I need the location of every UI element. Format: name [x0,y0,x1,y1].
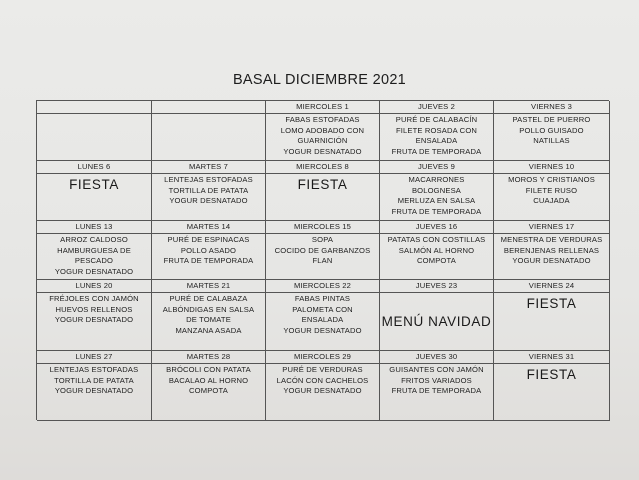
dish-line: NATILLAS [533,136,570,146]
dish-line: PESCADO [74,256,114,266]
menu-cell [266,364,380,421]
dish-line: YOGUR DESNATADO [512,256,591,266]
menu-cell [37,364,152,421]
menu-cell-holiday [494,364,610,421]
holiday-label: FIESTA [526,367,577,382]
menu-cell [266,234,380,280]
day-header: JUEVES 9 [380,161,494,174]
dish-line: CUAJADA [533,196,570,206]
dish-line: BERENJENAS RELLENAS [503,245,600,255]
menu-cell [266,293,380,351]
menu-cell [494,174,610,221]
dish-line: ALBÓNDIGAS EN SALSA [162,304,255,314]
dish-line: YOGUR DESNATADO [54,266,134,276]
dish-line: YOGUR DESNATADO [54,386,134,396]
dish-line: TORTILLA DE PATATA [168,185,249,195]
dish-line: PURÉ DE VERDURAS [282,365,363,374]
menu-cell [494,114,610,161]
dish-line: PALOMETA CON [292,304,353,314]
day-header: MARTES 21 [152,280,266,293]
dish-line: POLLO ASADO [180,245,237,255]
menu-cell [152,234,266,280]
dish-line: GUISANTES CON JAMÓN [389,365,484,374]
day-header: JUEVES 30 [380,351,494,364]
day-header: LUNES 13 [37,221,152,234]
dish-line: FRUTA DE TEMPORADA [163,256,254,266]
dish-line: HAMBURGUESA DE [57,245,131,255]
dish-line: PATATAS CON COSTILLAS [387,235,486,244]
dish-line: YOGUR DESNATADO [283,325,362,335]
menu-table [36,100,609,420]
dish-line: COMPOTA [189,386,228,396]
day-header: MIERCOLES 22 [266,280,380,293]
dish-line: FRÉJOLES CON JAMÓN [49,294,139,303]
dish-line: COMPOTA [417,256,456,266]
dish-line: YOGUR DESNATADO [283,386,362,396]
day-header: MIERCOLES 1 [266,101,380,114]
holiday-label: FIESTA [297,177,348,192]
menu-cell-special [380,293,494,351]
dish-line: MANZANA ASADA [175,325,242,335]
dish-line: YOGUR DESNATADO [169,196,248,206]
dish-line: FILETE RUSO [525,185,578,195]
menu-cell-holiday [37,174,152,221]
day-header: MIERCOLES 8 [266,161,380,174]
dish-line: MENESTRA DE VERDURAS [500,235,603,244]
menu-cell [37,234,152,280]
day-header: VIERNES 3 [494,101,610,114]
menu-cell [266,114,380,161]
menu-cell-empty [37,114,152,161]
dish-line: LENTEJAS ESTOFADAS [49,365,139,374]
dish-line: SOPA [311,235,334,244]
day-header: JUEVES 2 [380,101,494,114]
day-header: MARTES 28 [152,351,266,364]
dish-line: BRÓCOLI CON PATATA [166,365,251,374]
dish-line: PURÉ DE ESPINACAS [167,235,250,244]
menu-cell [37,293,152,351]
dish-line: YOGUR DESNATADO [283,146,362,156]
dish-line: TORTILLA DE PATATA [54,375,134,385]
day-header: MARTES 7 [152,161,266,174]
day-header: VIERNES 10 [494,161,610,174]
day-header [37,101,152,114]
dish-line: FLAN [312,256,333,266]
dish-line: YOGUR DESNATADO [54,315,134,325]
day-header [152,101,266,114]
menu-cell [152,364,266,421]
dish-line: HUEVOS RELLENOS [55,304,133,314]
holiday-label: FIESTA [69,177,119,192]
dish-line: ENSALADA [415,136,458,146]
holiday-label: FIESTA [526,296,577,311]
dish-line: PURÉ DE CALABAZA [169,294,248,303]
dish-line: FABAS PINTAS [294,294,351,303]
day-header: LUNES 6 [37,161,152,174]
day-header: LUNES 27 [37,351,152,364]
menu-cell [380,114,494,161]
day-header: VIERNES 31 [494,351,610,364]
dish-line: FILETE ROSADA CON [395,125,478,135]
dish-line: POLLO GUISADO [519,125,584,135]
special-menu-label: MENÚ NAVIDAD [381,314,492,329]
dish-line: COCIDO DE GARBANZOS [274,245,371,255]
dish-line: GUARNICIÓN [297,136,348,146]
menu-cell [152,174,266,221]
menu-cell [380,174,494,221]
day-header: LUNES 20 [37,280,152,293]
menu-cell [380,234,494,280]
menu-cell-holiday [266,174,380,221]
day-header: JUEVES 16 [380,221,494,234]
menu-cell [152,293,266,351]
dish-line: DE TOMATE [186,315,231,325]
day-header: VIERNES 17 [494,221,610,234]
dish-line: FRITOS VARIADOS [401,375,472,385]
menu-cell-holiday [494,293,610,351]
menu-title: BASAL DICIEMBRE 2021 [232,72,407,88]
dish-line: FABAS ESTOFADAS [285,115,360,124]
dish-line: SALMÓN AL HORNO [398,245,475,255]
day-header: VIERNES 24 [494,280,610,293]
dish-line: ENSALADA [301,315,344,325]
dish-line: MERLUZA EN SALSA [397,196,476,206]
dish-line: LOMO ADOBADO CON [280,125,365,135]
dish-line: MOROS Y CRISTIANOS [508,175,595,184]
menu-cell [494,234,610,280]
dish-line: BACALAO AL HORNO [168,375,249,385]
dish-line: LENTEJAS ESTOFADAS [164,175,253,184]
dish-line: FRUTA DE TEMPORADA [391,206,482,216]
day-header: JUEVES 23 [380,280,494,293]
day-header: MARTES 14 [152,221,266,234]
day-header: MIERCOLES 29 [266,351,380,364]
menu-cell [380,364,494,421]
dish-line: PASTEL DE PUERRO [512,115,591,124]
dish-line: PURÉ DE CALABACÍN [395,115,478,124]
dish-line: FRUTA DE TEMPORADA [391,146,482,156]
day-header: MIERCOLES 15 [266,221,380,234]
dish-line: LACÓN CON CACHELOS [276,375,369,385]
dish-line: FRUTA DE TEMPORADA [391,386,482,396]
dish-line: BOLOGNESA [411,185,462,195]
dish-line: ARROZ CALDOSO [60,235,128,244]
menu-cell-empty [152,114,266,161]
dish-line: MACARRONES [408,175,465,184]
